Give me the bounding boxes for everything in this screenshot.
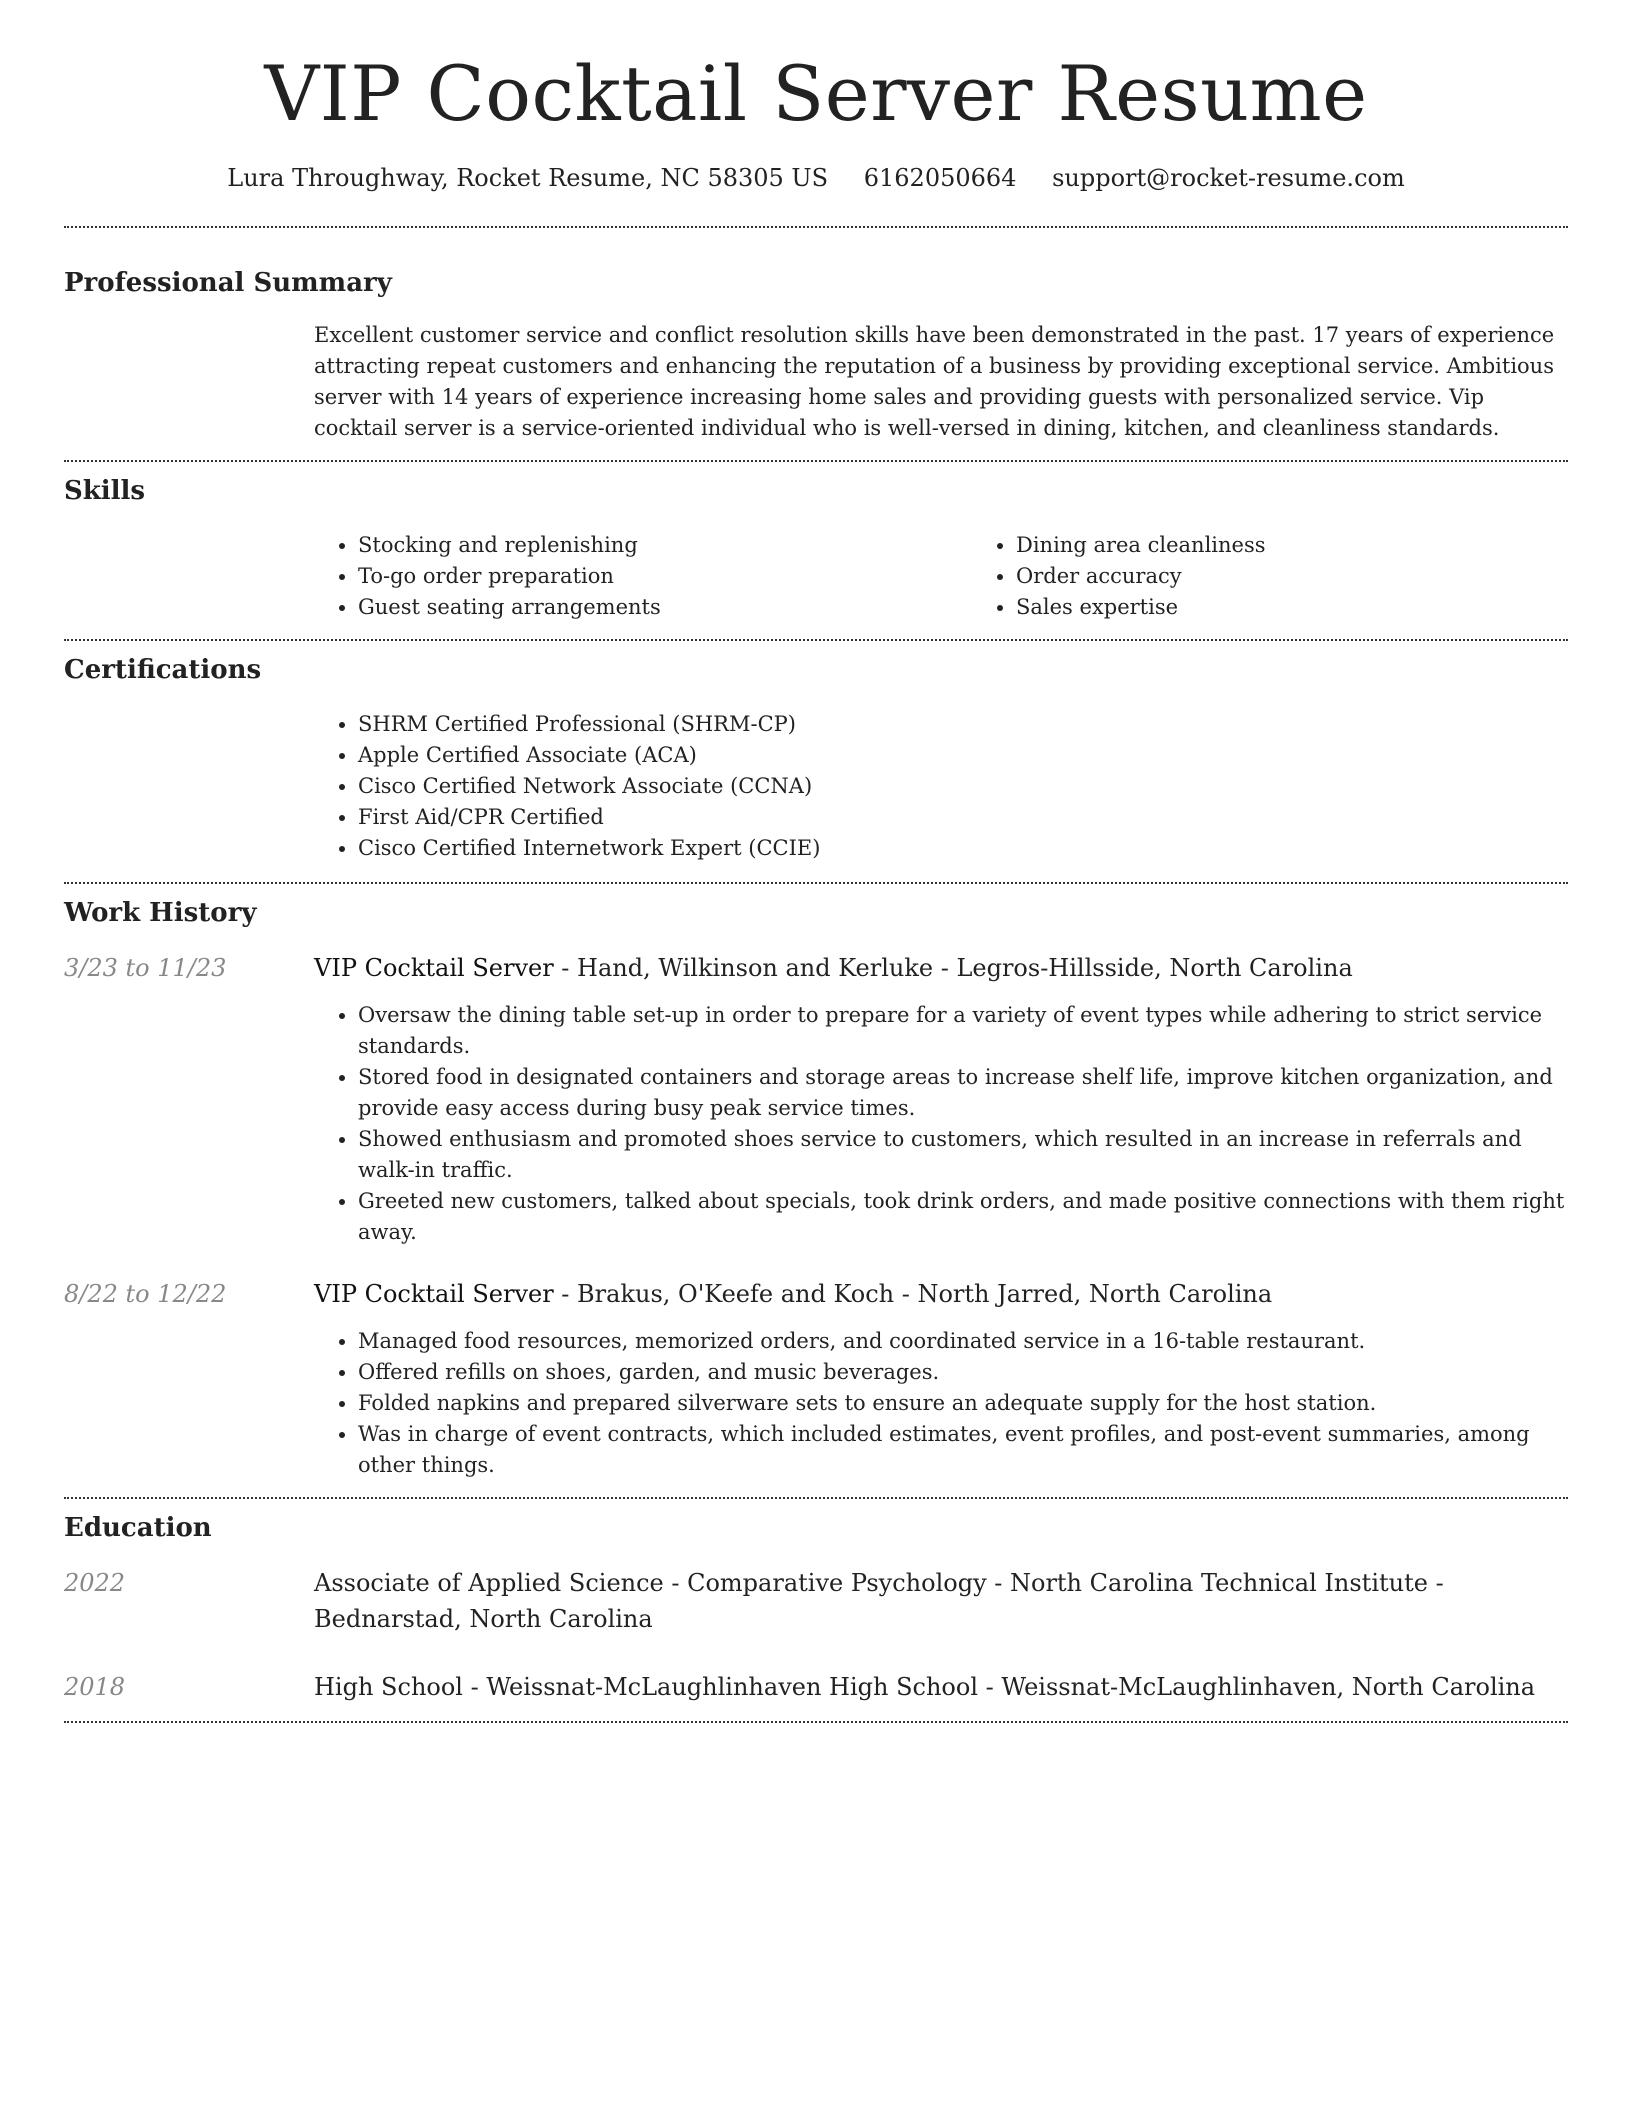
- contact-address: Lura Throughway, Rocket Resume, NC 58305 US: [227, 163, 829, 192]
- skills-section: [64, 476, 1568, 623]
- education-degree: Associate of Applied Science - Comparative Psychology: [314, 1568, 987, 1597]
- job-dates: 3/23 to 11/23: [64, 953, 227, 982]
- divider: [64, 639, 1568, 641]
- job-entry: [64, 950, 1568, 1248]
- work-history-heading: Work History: [64, 897, 257, 928]
- education-title-line: [314, 1565, 1568, 1637]
- certifications-section: [64, 655, 1568, 864]
- skills-list-left: [314, 530, 972, 623]
- skill-item: • Sales expertise: [1016, 592, 1630, 623]
- job-title-line: [314, 1276, 1568, 1312]
- divider: [64, 1497, 1568, 1499]
- certification-item: • SHRM Certified Professional (SHRM-CP): [358, 709, 1568, 740]
- summary-text: Excellent customer service and conflict resolution skills have been demonstrated in the past. 17 years of experience attracting repeat customers and enhancing the reputation of a business by providing exceptional service. Ambitious server with 14 years of experience increasing home sales and providing guests with personalized service. Vip cocktail server is a service-oriented individual who is well-versed in dining, kitchen, and cleanliness standards.: [314, 322, 1555, 440]
- resume-title: VIP Cocktail Server Resume: [264, 49, 1368, 138]
- education-heading: Education: [64, 1512, 212, 1543]
- job-bullet: • Showed enthusiasm and promoted shoes service to customers, which resulted in an increase in referrals and walk-in traffic.: [358, 1124, 1568, 1186]
- work-history-section: [64, 898, 1568, 1481]
- contact-line: [64, 164, 1568, 192]
- certification-item: • First Aid/CPR Certified: [358, 802, 1568, 833]
- skills-heading: Skills: [64, 475, 146, 506]
- job-bullet: • Folded napkins and prepared silverware sets to ensure an adequate supply for the host station.: [358, 1388, 1568, 1419]
- skills-list-right: [972, 530, 1630, 623]
- job-role: VIP Cocktail Server: [314, 953, 554, 982]
- job-role: VIP Cocktail Server: [314, 1279, 554, 1308]
- skill-item: • Dining area cleanliness: [1016, 530, 1630, 561]
- certifications-list: [314, 709, 1568, 864]
- skill-item: • Stocking and replenishing: [358, 530, 972, 561]
- job-details: - Hand, Wilkinson and Kerluke - Legros-Hillsside, North Carolina: [553, 953, 1353, 982]
- job-details: - Brakus, O'Keefe and Koch - North Jarred, North Carolina: [553, 1279, 1273, 1308]
- job-bullet: • Offered refills on shoes, garden, and music beverages.: [358, 1357, 1568, 1388]
- job-title-line: [314, 950, 1568, 986]
- certifications-heading: Certifications: [64, 654, 262, 685]
- job-dates: 8/22 to 12/22: [64, 1279, 227, 1308]
- education-entry: [64, 1669, 1568, 1705]
- job-bullets: [314, 1326, 1568, 1481]
- job-bullet: • Managed food resources, memorized orders, and coordinated service in a 16-table restaurant.: [358, 1326, 1568, 1357]
- divider: [64, 1721, 1568, 1723]
- job-entry: [64, 1276, 1568, 1481]
- education-entry: [64, 1565, 1568, 1637]
- job-bullet: • Was in charge of event contracts, which included estimates, event profiles, and post-event summaries, among other things.: [358, 1419, 1568, 1481]
- education-details: - Weissnat-McLaughlinhaven High School - Weissnat-McLaughlinhaven, North Carolina: [462, 1672, 1536, 1701]
- contact-email: support@rocket-resume.com: [1052, 163, 1405, 192]
- contact-phone: 6162050664: [863, 163, 1017, 192]
- job-bullet: • Oversaw the dining table set-up in order to prepare for a variety of event types while adhering to strict service standards.: [358, 1000, 1568, 1062]
- summary-section: [64, 268, 1568, 444]
- divider: [64, 460, 1568, 462]
- certification-item: • Cisco Certified Network Associate (CCNA): [358, 771, 1568, 802]
- divider: [64, 882, 1568, 884]
- certification-item: • Apple Certified Associate (ACA): [358, 740, 1568, 771]
- skill-item: • To-go order preparation: [358, 561, 972, 592]
- skill-item: • Guest seating arrangements: [358, 592, 972, 623]
- certification-item: • Cisco Certified Internetwork Expert (CCIE): [358, 833, 1568, 864]
- skill-item: • Order accuracy: [1016, 561, 1630, 592]
- education-details: - North Carolina Technical Institute - Bednarstad, North Carolina: [314, 1568, 1444, 1633]
- job-bullets: [314, 1000, 1568, 1248]
- job-bullet: • Stored food in designated containers and storage areas to increase shelf life, improve kitchen organization, and provide easy access during busy peak service times.: [358, 1062, 1568, 1124]
- summary-heading: Professional Summary: [64, 267, 392, 298]
- education-year: 2018: [64, 1672, 126, 1701]
- education-title-line: [314, 1669, 1568, 1705]
- education-section: [64, 1513, 1568, 1705]
- education-year: 2022: [64, 1568, 126, 1597]
- education-degree: High School: [314, 1672, 463, 1701]
- divider: [64, 226, 1568, 228]
- job-bullet: • Greeted new customers, talked about specials, took drink orders, and made positive connections with them right away.: [358, 1186, 1568, 1248]
